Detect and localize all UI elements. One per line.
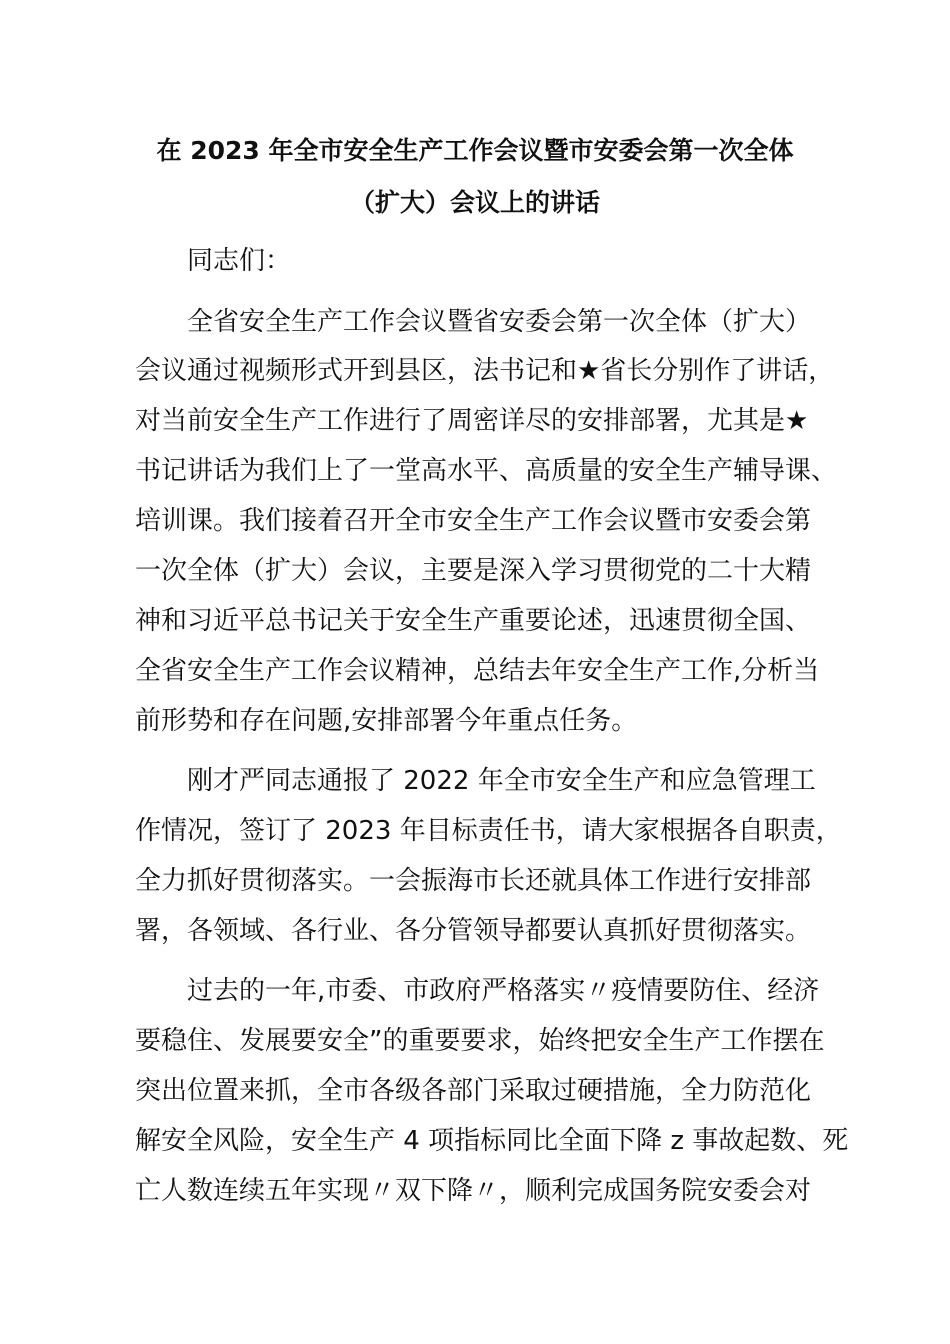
paragraph-3-line: 解安全风险，安全生产 4 项指标同比全面下降 z 事故起数、死 <box>135 1126 849 1156</box>
paragraph-1-line: 一次全体（扩大）会议，主要是深入学习贯彻党的二十大精 <box>135 556 812 586</box>
paragraph-3-line: 过去的一年,市委、市政府严格落实〃疫情要防住、经济 <box>187 976 820 1006</box>
paragraph-1-line: 培训课。我们接着召开全市安全生产工作会议暨市安委会第 <box>135 506 812 536</box>
salutation: 同志们： <box>187 246 292 276</box>
paragraph-1-line: 全省安全生产工作会议精神，总结去年安全生产工作,分析当 <box>135 656 820 686</box>
paragraph-1-line: 书记讲话为我们上了一堂高水平、高质量的安全生产辅导课、 <box>135 456 838 486</box>
paragraph-1-line: 神和习近平总书记关于安全生产重要论述，迅速贯彻全国、 <box>135 606 812 636</box>
document-title-line-1: 在 2023 年全市安全生产工作会议暨市安委会第一次全体 <box>156 136 794 165</box>
paragraph-1-line: 会议通过视频形式开到县区，法书记和★省长分别作了讲话， <box>135 356 835 386</box>
paragraph-3-line: 要稳住、发展要安全”的重要要求，始终把安全生产工作摆在 <box>135 1026 825 1056</box>
paragraph-3-line: 突出位置来抓，全市各级各部门采取过硬措施，全力防范化 <box>135 1076 812 1106</box>
paragraph-3-line: 亡人数连续五年实现〃双下降〃，顺利完成国务院安委会对 <box>135 1176 812 1206</box>
document-title-line-2: （扩大）会议上的讲话 <box>349 188 600 217</box>
paragraph-1-line: 前形势和存在问题,安排部署今年重点任务。 <box>135 706 638 736</box>
paragraph-1-line: 全省安全生产工作会议暨省安委会第一次全体（扩大） <box>187 307 812 337</box>
paragraph-2-line: 全力抓好贯彻落实。一会振海市长还就具体工作进行安排部 <box>135 866 812 896</box>
paragraph-2-line: 署，各领域、各行业、各分管领导都要认真抓好贯彻落实。 <box>135 916 812 946</box>
paragraph-2-line: 刚才严同志通报了 2022 年全市安全生产和应急管理工 <box>187 766 816 796</box>
paragraph-2-line: 作情况，签订了 2023 年目标责任书，请大家根据各自职责， <box>135 816 842 846</box>
paragraph-1-line: 对当前安全生产工作进行了周密详尽的安排部署，尤其是★ <box>135 406 809 436</box>
